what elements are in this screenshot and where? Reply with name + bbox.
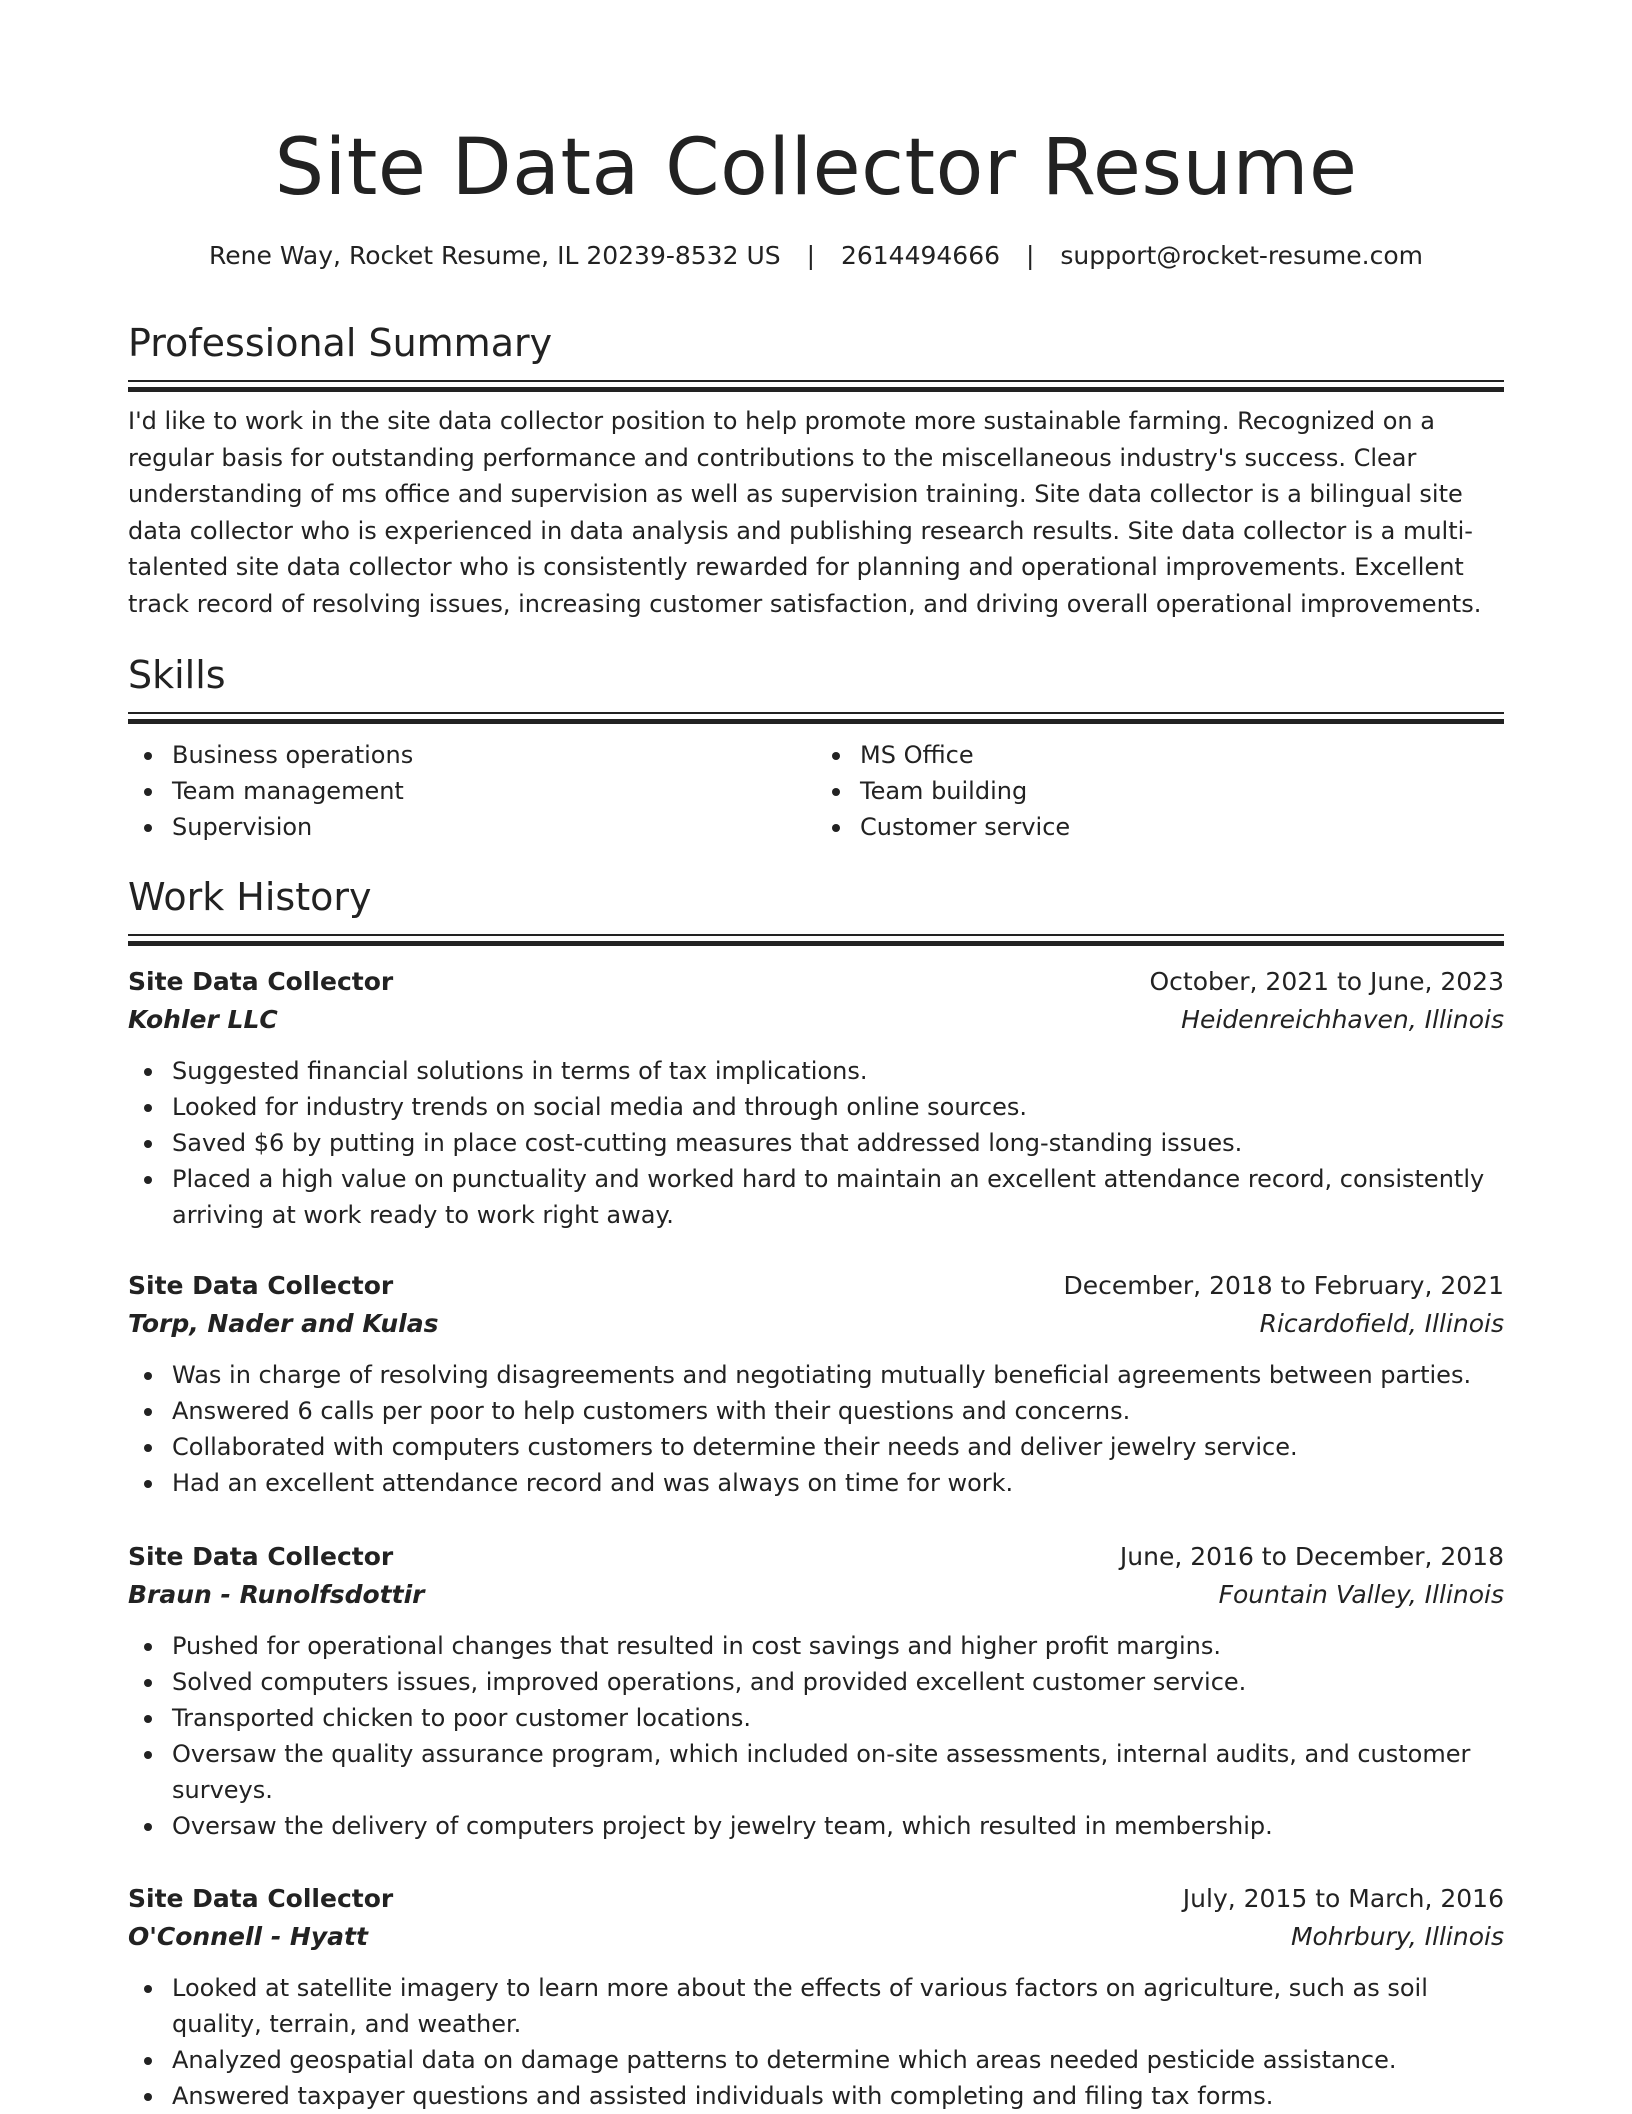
job-bullet: Answered taxpayer questions and assisted individuals with completing and filing tax forms. <box>172 2078 1504 2114</box>
job-bullet: Pushed for operational changes that resulted in cost savings and higher profit margins. <box>172 1628 1504 1664</box>
skill-item: MS Office <box>860 737 1504 773</box>
job-header-row <box>128 963 1504 1001</box>
job-dates: June, 2016 to December, 2018 <box>1119 1542 1504 1571</box>
job-entry <box>128 963 1504 1233</box>
job-bullet: Looked for industry trends on social media and through online sources. <box>172 1089 1504 1125</box>
summary-text: I'd like to work in the site data collector position to help promote more sustainable farming. Recognized on a regular basis for outstanding performance and contributions to the miscellaneous industry's success. Clear understanding of ms office and supervision as well as supervision training. Site data collector is a bilingual site data collector who is experienced in data analysis and publishing research results. Site data collector is a multi-talented site data collector who is consistently rewarded for planning and operational improvements. Excellent track record of resolving issues, increasing customer satisfaction, and driving overall operational improvements. <box>128 407 1482 618</box>
job-bullet: Oversaw the delivery of computers project by jewelry team, which resulted in membership. <box>172 1808 1504 1844</box>
job-company: Kohler LLC <box>128 1005 278 1034</box>
job-location: Heidenreichhaven, Illinois <box>1181 1005 1504 1034</box>
job-header-row <box>128 1880 1504 1918</box>
contact-phone: 2614494666 <box>840 241 1001 270</box>
job-entry <box>128 1880 1504 2114</box>
skills-section <box>128 650 1504 845</box>
job-location: Mohrbury, Illinois <box>1290 1922 1504 1951</box>
skills-heading: Skills <box>128 653 226 697</box>
skill-item: Supervision <box>172 809 816 845</box>
job-bullet: Placed a high value on punctuality and worked hard to maintain an excellent attendance record, consistently arriving at work ready to work right away. <box>172 1161 1504 1233</box>
skill-item: Team building <box>860 773 1504 809</box>
job-dates: July, 2015 to March, 2016 <box>1182 1884 1504 1913</box>
job-company-row <box>128 1305 1504 1343</box>
contact-line <box>128 238 1504 274</box>
skill-item: Customer service <box>860 809 1504 845</box>
job-bullet: Analyzed geospatial data on damage patterns to determine which areas needed pesticide assistance. <box>172 2042 1504 2078</box>
job-bullet: Oversaw the quality assurance program, which included on-site assessments, internal audits, and customer surveys. <box>172 1736 1504 1808</box>
section-rule <box>128 380 1504 391</box>
job-title: Site Data Collector <box>128 967 394 996</box>
job-bullets <box>128 1628 1504 1844</box>
work-history-heading: Work History <box>128 875 372 919</box>
job-title: Site Data Collector <box>128 1542 394 1571</box>
job-title: Site Data Collector <box>128 1271 394 1300</box>
summary-heading: Professional Summary <box>128 321 553 365</box>
skills-column-right <box>816 737 1504 845</box>
job-header-row <box>128 1267 1504 1305</box>
job-entry <box>128 1267 1504 1501</box>
contact-email: support@rocket-resume.com <box>1060 241 1423 270</box>
contact-separator: | <box>806 241 816 270</box>
contact-address: Rene Way, Rocket Resume, IL 20239-8532 US <box>209 241 781 270</box>
job-dates: December, 2018 to February, 2021 <box>1063 1271 1504 1300</box>
job-bullets <box>128 1357 1504 1501</box>
job-location: Fountain Valley, Illinois <box>1218 1580 1504 1609</box>
job-bullet: Suggested financial solutions in terms of tax implications. <box>172 1053 1504 1089</box>
job-company-row <box>128 1001 1504 1039</box>
job-bullets <box>128 1970 1504 2114</box>
job-bullet: Saved $6 by putting in place cost-cutting measures that addressed long-standing issues. <box>172 1125 1504 1161</box>
skill-item: Business operations <box>172 737 816 773</box>
job-location: Ricardofield, Illinois <box>1259 1309 1504 1338</box>
job-bullet: Collaborated with computers customers to determine their needs and deliver jewelry service. <box>172 1429 1504 1465</box>
job-bullet: Transported chicken to poor customer locations. <box>172 1700 1504 1736</box>
job-company: O'Connell - Hyatt <box>128 1922 368 1951</box>
job-bullet: Was in charge of resolving disagreements and negotiating mutually beneficial agreements between parties. <box>172 1357 1504 1393</box>
job-company-row <box>128 1918 1504 1956</box>
skills-column-left <box>128 737 816 845</box>
job-bullet: Solved computers issues, improved operations, and provided excellent customer service. <box>172 1664 1504 1700</box>
job-dates: October, 2021 to June, 2023 <box>1149 967 1504 996</box>
job-bullet: Answered 6 calls per poor to help customers with their questions and concerns. <box>172 1393 1504 1429</box>
skill-item: Team management <box>172 773 816 809</box>
contact-separator: | <box>1025 241 1035 270</box>
job-header-row <box>128 1538 1504 1576</box>
section-rule <box>128 712 1504 723</box>
job-bullets <box>128 1053 1504 1233</box>
summary-section <box>128 318 1504 622</box>
job-bullet: Looked at satellite imagery to learn more about the effects of various factors on agriculture, such as soil quality, terrain, and weather. <box>172 1970 1504 2042</box>
job-title: Site Data Collector <box>128 1884 394 1913</box>
job-bullet: Had an excellent attendance record and was always on time for work. <box>172 1465 1504 1501</box>
job-company: Torp, Nader and Kulas <box>128 1309 439 1338</box>
job-company-row <box>128 1576 1504 1614</box>
job-entry <box>128 1538 1504 1844</box>
skills-grid <box>128 737 1504 845</box>
job-company: Braun - Runolfsdottir <box>128 1580 425 1609</box>
work-history-section <box>128 872 1504 945</box>
resume-title: Site Data Collector Resume <box>274 123 1358 213</box>
section-rule <box>128 934 1504 945</box>
